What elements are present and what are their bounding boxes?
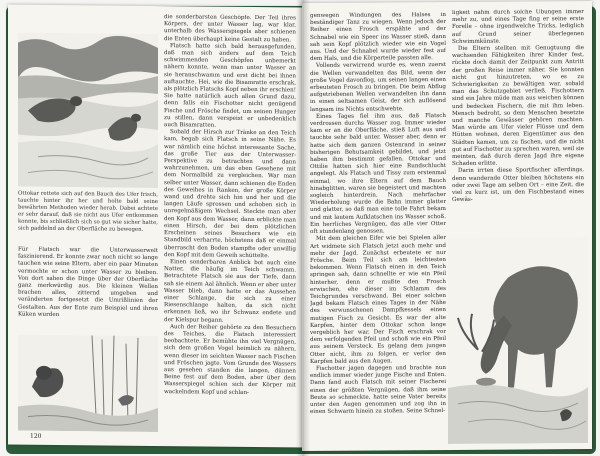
left-page bbox=[8, 4, 304, 447]
deer-drawing bbox=[448, 237, 588, 444]
paragraph: genwegen Windungen des Halses in beständiger Tanz zu wiegen. Wenn jedoch der Reiher einen Frosch erspähte und der Schnabel wie ein Speer ins Wasser stieß, dann sah sein Kopf plötzlich wieder wie ein Vogel aus. Und der Schnabel wurde wieder fest auf dem Hals, und die Körperteile passten alle. bbox=[310, 12, 446, 63]
paragraph: ligkeit nahm durch solche Übungen immer mehr zu, und eines Tage fing er seine erste Forelle – ohne irgendwelche Tricks, lediglich auf Grund seiner überlegenen Schwimmkünste. bbox=[452, 9, 584, 45]
paragraph: Vollends verwirrend wurde es, wenn zuerst die Wellen verwandelten das Bild, wenn der große Vogel davonflog, um seinen langen einen erbeuteten Frosch zu bringen. Die beim Abflug aufgetriebenen Wellen verwandelten ihn dann in einen seltsamen Geist, der sich auflösend langsam ins Nichts entschwebte. bbox=[310, 62, 446, 113]
paragraph: Mit dem gleichen Eifer wie bei Spielen aller Art widmete sich Flatsch jetzt auch mehr und mehr der Jagd. Zunächst erbeutete er nur Frösche. Beim Teil sich am leichtesten bekommen. Wenn Flatsch einen in den Teich springen sah, dann schnellte er wie ein Pfeil hinterher, denn er mußte den Frosch erwischen, ehe dieser im Schlamm des Teichgrundes verschwand. Bei einer solchen Jagd bekam Flatsch eines Tages in der Nähe des verwunschenen Dampfkessels einen mutigen Fisch zu Gesicht. Es war der alte Karpfen, hinter dem Ottokar schon lange vergeblich her war. Der Fisch erschrak vor dem verfolgenden Pfeil und schoß wie ein Pfeil aus seinem Versteck. Es gelang dem jungen Otter nicht, ihm zu folgen, er verlor den Karpfen bald aus den Augen. bbox=[310, 235, 446, 365]
right-page-left-col bbox=[310, 12, 446, 443]
right-page-right-col bbox=[452, 9, 584, 222]
paragraph: Fischotter jagen dagegen und brachte nun endlich immer wieder junge Fische und Enten. Dann fand auch Flatsch mit seiner Fischerei einen der größten Vergnügen, daß ihm seine Beute so schmeckte, hatte seine Vater bereits unter den Augen genommen und zog ihn in einen Schwarm hinein zu stoßen. Seine Schnel- bbox=[310, 364, 446, 416]
left-col-text bbox=[18, 247, 158, 334]
left-page-right-col bbox=[164, 14, 296, 435]
paragraph: Auch der Reiher gehörte zu den Besuchern des Teiches, die Flatsch interessiert beobachtete. Er bemühte ihn viel Vergnügen, sich dem großen Vogel heimlich zu nähern, wenn dieser im seichten Wasser nach Fischen und Fröschen jagte. Vom Grunde des Wassers aus gesehen standen die langen, dünnen Beine fest auf dem Boden, aber über dem Wasserspiegel schien sich der Körper mit wackelndem Kopf und schlan- bbox=[164, 323, 296, 396]
paragraph: Darin irrten diese Sportfischer allerdings, denn wandernde Otter bleiben höchstens ein oder zwei Tage am selben Ort – eine Zeit, die viel zu kurz ist, um den Fischbestand eines Gewäs- bbox=[452, 167, 584, 204]
paragraph: Eines Tages fiel ihm aus, daß Flatsch verdrossen durchs Wasser zog. Immer wieder kam er an die Oberfläche, stieß Luft aus und tauchte sehr bald unter. Wasser aber, denn er hatte sich dem ganzen Ostenrand in seiner bisherigen Behutsamkeit gebildet, und jetzt haben ihm bestimmt gefallen. Ottokar und Ottilie hatten sich hier eine Rundschlucht angelegt. Als Flatsch und Tissy zum erstenmal einmal, wo ihre Eltern auf dem Bauch hinabglitten, waren sie begeistert und machten sogleich hinterdrein. Nach mehrfacher Wiederholung wurde die Bahn immer glatter und glatter, so daß man eine tolle Fahrt bekam und mit lautem Aufklatschen ins Wasser schoß. Ein herrliches Vergnügen, das alle vier Otter oft stundenlang genossen. bbox=[310, 112, 446, 236]
paragraph: Die Eltern stellten mit Genugtuung die wachsenden Fähigkeiten ihrer Kinder fest, rückte doch damit der Zeitpunkt zum Antritt der großen Reise immer näher. Sie konnten nicht gut hinzutreten, wo es zu Schwierigkeiten zu bewältigen war, sobald man das Schutzgebiet verließ. Fischottern sind ein Jahre müde man aus weichen können und bedecken Fischern, die mit ihm leben. Mensch bedroht, so dem Menschen besetzte und manche Gewässer gehören machten. Man würde am Ufer vieler Flüsse und dem Hütten wohnen, deren Eigentümer aus den Städten kamen, um zu fischen, und die nicht gut auf Fischotter zu sprechen waren, weil sie meinten, daß durch deren Jagd ihre eigene Schaden erlitte. bbox=[452, 45, 584, 168]
deer-illustration bbox=[448, 237, 588, 444]
paragraph: Sobald der Hirsch zur Tränke an den Teich kam, begab sich Flatsch in seine Nähe. Es war nämlich eine höchst interessante Sache, das große Tier aus der Unterwasser-Perspektive zu betrachten und dann wahrzunehmen, um das eben Gesehene mit dem Normalbild zu vergleichen. War man selber unter Wasser, dann schienen die Enden des Geweihes in Ranken, der große Körper wand und drehte sich hin und her und die langen Läufe sprossen und schoben sich in unregelmäßigem Wechsel. Steckte man aber den Kopf aus dem Wasser, dann erblickte man einen Hirsch, der bei dem plötzlichen Erscheinen seines Besuchers wie ein Standbild verharrte, höchstens daß er einmal überrascht den Boden stampfte oder unwillig den Kopf mit dem Geweih schüttelte. bbox=[164, 129, 296, 259]
paragraph: Einen sonderbaren Anblick bot auch eine Natter, die häufig im Teich schwamm. Betrachtete Flatsch sie aus der Tiefe, dann sah sie einem Aal ähnlich. Wenn er aber unter Wasser blieb, dann hatte er das Aussehen einer Schlange, die sich zu einer Riesenschlange halten, da sich nicht erkennen ließ, wo ihr Schwanz endete und der Kielspur begann. bbox=[164, 259, 296, 324]
paragraph: die sonderbarsten Geschöpfe. Der Teil ihres Körpers, der unter Wasser lag, war klar, unterhalb des Wasserspiegels aber schienen die Enten überhaupt keine Gestalt zu haben. bbox=[164, 14, 296, 44]
right-page bbox=[302, 1, 592, 451]
caption-top: Ottokar rettete sich auf den Bauch des Ufer frisch, tauchte hinter ihr her und holte bald seine bewährten Methoden wieder herab. Dabei achtete er sehr darauf, daß sie nicht aus Ufer entkommen konnte, bis schließlich sich so gut wie sicher hatte, sich paddelnd an der Oberfläche zu bewegen. bbox=[18, 190, 158, 233]
otter-illustration-top bbox=[18, 33, 158, 188]
paragraph: Flatsch hatte sich bald herausgefunden, daß man sich anders auf dem Teich schwimmenden Geschöpfen unbemerkt nähern konnte, wenn man unter Wasser an sie heranschwamm und erst dicht bei ihnen auftauchte. Hei, wie die Bisamratte erschrak, als plötzlich Flatschs Kopf neben ihr erschien! Sie hatte natürlich auch allen Grund dazu, denn falls ein Fischotter nicht genügend Fische und Frösche findet, um seinen Hunger zu stillen, dann verspeist er unbedenklich auch Bisamratten. bbox=[164, 42, 296, 129]
otter-drawing bbox=[18, 33, 158, 188]
otter-illustration-bottom bbox=[18, 335, 158, 432]
page-number: 120 bbox=[30, 432, 42, 440]
otter-reeds-drawing bbox=[18, 335, 158, 432]
paragraph: Für Flatsch war die Unterwasserwelt faszinierend. Er konnte zwar noch nicht so lange tauchen wie seine Eltern, aber ein paar Minuten vermochte er schon unter Wasser zu bleiben. Von dort sahen die Dinge über der Oberfläche ganz merkwürdig aus. Die kleinen Wellen brachen alles, zitternd umgeben und veränderten fortgesetzt die Umrißlinien der Gestalten. Aus der Ente zum Beispiel und ihren Küken wurden bbox=[18, 246, 158, 318]
